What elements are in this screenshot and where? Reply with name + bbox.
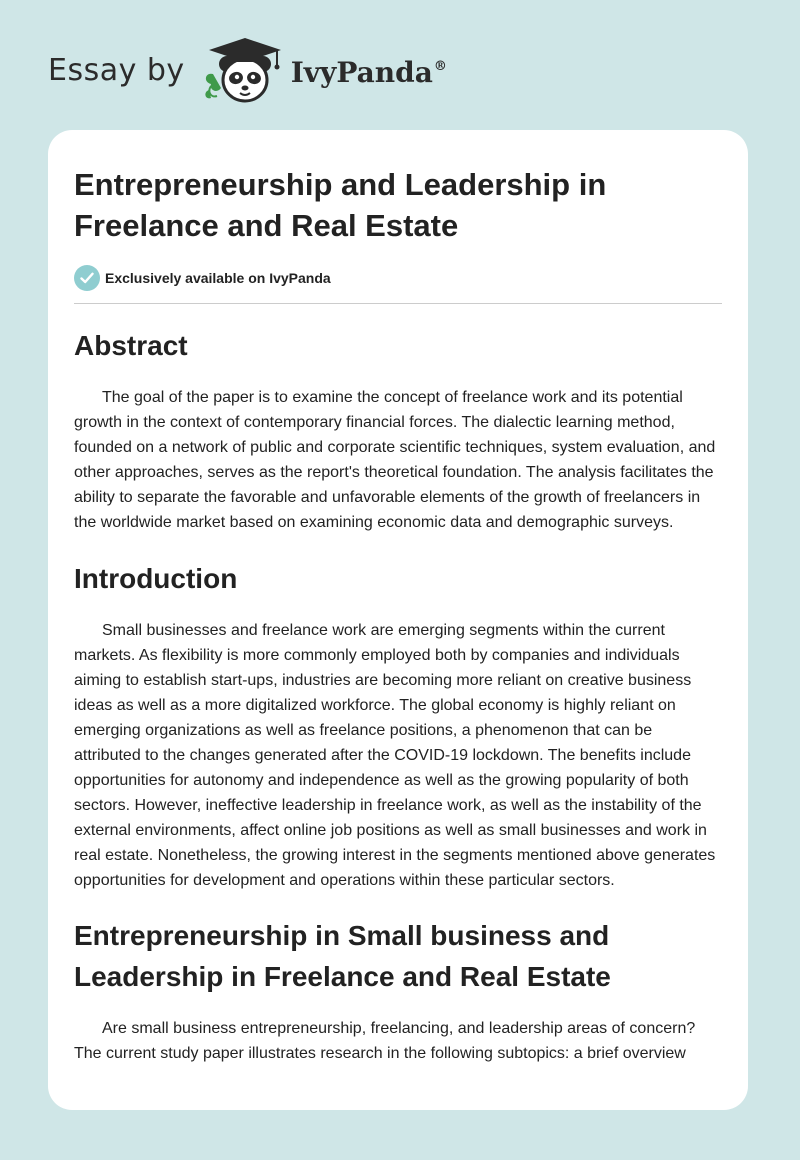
section-paragraph: Are small business entrepreneurship, freelancing, and leadership areas of concern? The current study paper illustrates research in the following subtopics: a brief overview bbox=[74, 1020, 696, 1062]
section-heading: Entrepreneurship in Small business and Leadership in Freelance and Real Estate bbox=[74, 920, 611, 992]
exclusive-label: Exclusively available on IvyPanda bbox=[105, 270, 331, 286]
section-heading: Abstract bbox=[74, 330, 188, 361]
section-paragraph: The goal of the paper is to examine the concept of freelance work and its potential growth in the context of contemporary financial forces. The dialectic learning method, founded on a network of public and corporate scientific techniques, system evaluation, and other approaches, serves as the report's theoretical foundation. The analysis facilitates the ability to separate the favorable and unfavorable elements of the growth of freelancers in the worldwide market based on examining economic data and demographic surveys. bbox=[74, 389, 716, 531]
check-circle-icon bbox=[74, 265, 100, 291]
essay-title: Entrepreneurship and Leadership in Freelance and Real Estate bbox=[74, 167, 607, 243]
section-entrepreneurship bbox=[74, 915, 722, 1066]
brand-name-text: IvyPanda bbox=[290, 55, 433, 89]
brand-name bbox=[291, 56, 447, 89]
section-abstract bbox=[74, 325, 722, 535]
section-heading: Introduction bbox=[74, 563, 238, 594]
title-divider bbox=[74, 303, 722, 304]
registered-mark: ® bbox=[433, 58, 447, 74]
section-introduction bbox=[74, 558, 722, 893]
section-paragraph: Small businesses and freelance work are emerging segments within the current markets. As flexibility is more commonly employed both by companies and individuals aiming to establish start-ups, industries are becoming more reliant on creative business ideas as well as a more digitalized workforce. The global economy is highly reliant on emerging organizations as well as freelance positions, a phenomenon that can be attributed to the changes generated after the COVID-19 lockdown. The benefits include opportunities for autonomy and independence as well as the growing popularity of both sectors. However, ineffective leadership in freelance work, as well as the instability of the external environments, affect online job positions as well as small businesses and work in real estate. Nonetheless, the growing interest in the segments mentioned above generates opportunities for development and operations within these particular sectors. bbox=[74, 622, 716, 889]
site-brand[interactable] bbox=[48, 34, 447, 106]
exclusive-badge bbox=[74, 265, 722, 291]
panda-graduation-cap-logo-icon bbox=[201, 34, 287, 106]
essay-card bbox=[48, 130, 748, 1110]
brand-prefix: Essay by bbox=[48, 52, 185, 88]
